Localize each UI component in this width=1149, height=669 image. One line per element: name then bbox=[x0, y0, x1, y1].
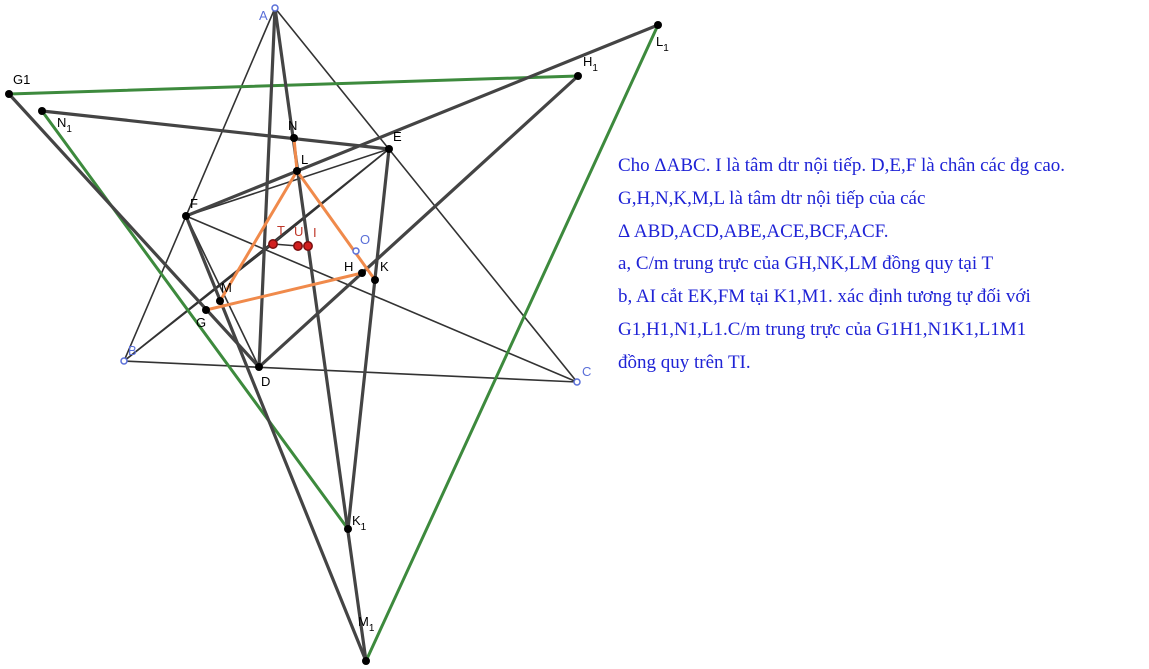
label-T: T bbox=[277, 223, 285, 238]
segment-T-E bbox=[273, 149, 389, 244]
point-K1[interactable] bbox=[344, 525, 352, 533]
point-F[interactable] bbox=[182, 212, 190, 220]
point-H[interactable] bbox=[358, 269, 366, 277]
label-C: C bbox=[582, 364, 592, 379]
point-G[interactable] bbox=[202, 306, 210, 314]
label-O: O bbox=[360, 232, 371, 247]
label-M: M bbox=[221, 280, 232, 295]
segment-L1-M1 bbox=[366, 25, 658, 661]
point-U[interactable] bbox=[294, 242, 302, 250]
problem-line-5: b, AI cắt EK,FM tại K1,M1. xác định tương tự đối với bbox=[618, 286, 1031, 308]
problem-line-1: Cho ΔABC. I là tâm dtr nội tiếp. D,E,F là chân các đg cao. bbox=[618, 155, 1066, 176]
point-A[interactable] bbox=[272, 5, 278, 11]
label-N: N bbox=[288, 118, 298, 133]
label-K1: $K_1$ bbox=[352, 513, 367, 533]
point-C[interactable] bbox=[574, 379, 580, 385]
segment-F-M1 bbox=[186, 216, 366, 661]
label-I: I bbox=[313, 225, 317, 240]
point-M1[interactable] bbox=[362, 657, 370, 665]
label-H: H bbox=[344, 259, 354, 274]
segment-L-K bbox=[297, 171, 375, 280]
point-E[interactable] bbox=[385, 145, 393, 153]
point-N[interactable] bbox=[290, 134, 298, 142]
point-G1[interactable] bbox=[5, 90, 13, 98]
problem-line-7: đồng quy trên TI. bbox=[618, 351, 751, 373]
label-G: G bbox=[196, 315, 207, 330]
label-L1: $L_1$ bbox=[656, 34, 669, 54]
point-T[interactable] bbox=[269, 240, 277, 248]
label-K: K bbox=[380, 259, 389, 274]
point-O[interactable] bbox=[353, 248, 359, 254]
point-K[interactable] bbox=[371, 276, 379, 284]
label-F: F bbox=[190, 196, 198, 211]
problem-line-3: Δ ABD,ACD,ABE,ACE,BCF,ACF. bbox=[618, 220, 889, 242]
label-N1: $N_1$ bbox=[57, 115, 72, 135]
segment-F-E bbox=[186, 149, 389, 216]
point-L[interactable] bbox=[293, 167, 301, 175]
label-H1: $H_1$ bbox=[583, 54, 598, 74]
point-N1[interactable] bbox=[38, 107, 46, 115]
label-L: L bbox=[301, 152, 309, 167]
segment-A-B bbox=[124, 8, 275, 361]
label-E: E bbox=[393, 129, 402, 144]
segment-N1-E bbox=[42, 111, 389, 149]
segment-N-L bbox=[294, 138, 297, 171]
segment-N1-K1 bbox=[42, 111, 348, 529]
label-B: B bbox=[128, 343, 137, 358]
point-L1[interactable] bbox=[654, 21, 662, 29]
label-A: A bbox=[259, 8, 268, 23]
label-M1: $M_1$ bbox=[358, 614, 375, 634]
problem-line-6: G1,H1,N1,L1.C/m trung trực của G1H1,N1K1,L1M1 bbox=[618, 318, 1027, 340]
label-D: D bbox=[261, 374, 271, 389]
point-H1[interactable] bbox=[574, 72, 582, 80]
problem-line-4: a, C/m trung trực của GH,NK,LM đồng quy tại T bbox=[618, 253, 994, 275]
point-M[interactable] bbox=[216, 297, 224, 305]
segment-A-M1 bbox=[275, 8, 366, 661]
problem-line-2: G,H,N,K,M,L là tâm dtr nội tiếp của các bbox=[618, 187, 926, 209]
segment-E-K1 bbox=[348, 149, 389, 529]
label-U: U bbox=[294, 224, 304, 239]
label-G1: G1 bbox=[13, 72, 31, 87]
point-D[interactable] bbox=[255, 363, 263, 371]
point-B[interactable] bbox=[121, 358, 127, 364]
segment-B-C bbox=[124, 361, 577, 382]
problem-statement bbox=[618, 150, 1148, 380]
point-I[interactable] bbox=[304, 242, 312, 250]
